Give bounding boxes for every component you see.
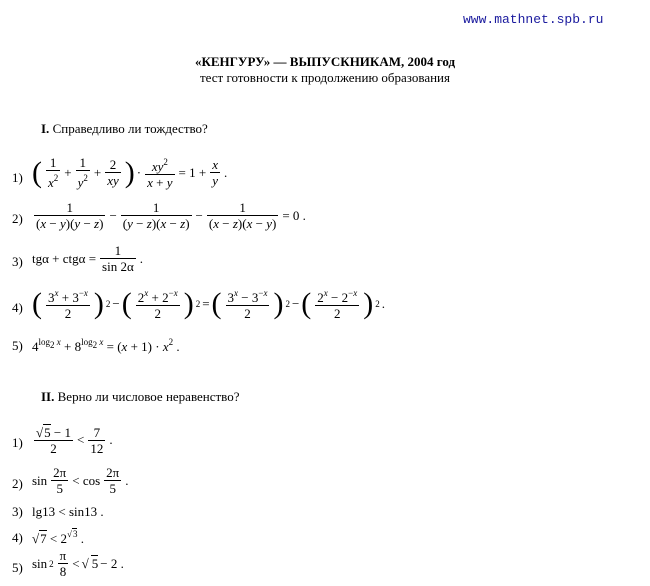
s2-item-5-number: 5) [12,560,23,575]
s1-item-4-number: 4) [12,300,23,315]
s1-item-1-number: 1) [12,170,23,185]
site-url[interactable]: www.mathnet.spb.ru [463,12,604,27]
s1-item-3-formula: tgα + ctgα = $\frac{1}{\sin 2\alpha}$ . [32,243,144,274]
s1-item-4-formula: ( $\frac{3^x + 3^{-x}}{2}$ ) 2 − ( $\frac{2^x + 2^{-x}}{2}$ ) 2 = ( $\frac{3^x - 3^{-x}}{2}$ ) 2 − ( $\frac{2^x - 2^{-x}}{2}$ ) 2 . [32,286,385,321]
s1-item-2-formula: $\frac{1}{(x - y)(y - z)}$ − $\frac{1}{(y - z)(x - z)}$ − $\frac{1}{(x - z)(x - y)}$ = 0 . [36,200,306,231]
s2-item-4-number: 4) [12,530,23,545]
section-2-heading [41,389,240,405]
s1-item-5-number: 5) [12,338,23,353]
s2-item-3-formula: lg13 < sin13 . [32,504,104,519]
s2-item-2-formula: sin $\frac{2\pi}{5}$ < cos $\frac{2\pi}{5}$ . [32,465,129,496]
section-1-heading [41,121,208,137]
section-2-text: Верно ли числовое неравенство? [57,389,240,404]
s2-item-3-number: 3) [12,504,23,519]
s1-item-1-formula: ( $\frac{1}{x^2}$ + $\frac{1}{y^2}$ + $\frac{2}{xy}$ ) · $\frac{xy^2}{x + y}$ = 1 + $\frac{x}{y}$ . [32,155,228,190]
section-1-text: Справедливо ли тождество? [52,121,208,136]
s2-item-1-number: 1) [12,435,23,450]
s1-item-2-number: 2) [12,211,23,226]
page-subtitle: тест готовности к продолжению образования [199,70,450,85]
section-1-roman: I. [41,121,50,136]
page-title: «КЕНГУРУ» — ВЫПУСКНИКАМ, 2004 год [194,54,456,69]
section-2-roman: II. [41,389,55,404]
s1-item-3-number: 3) [12,254,23,269]
s2-item-2-number: 2) [12,476,23,491]
s2-item-5-formula: sin 2 $\frac{\pi}{8}$ < √ 5 − 2 . [32,548,124,579]
s2-item-4-formula: √ 7 < 2√ $^3$ . [32,528,84,547]
s1-item-5-formula: $4^{log2 x} + 8^{log2 x} = (x + 1) \cdot x^2$ . [32,337,180,354]
s2-item-1-formula: √ $\frac{5 - 1}{2}$ < $\frac{7}{12}$ . [32,424,113,456]
